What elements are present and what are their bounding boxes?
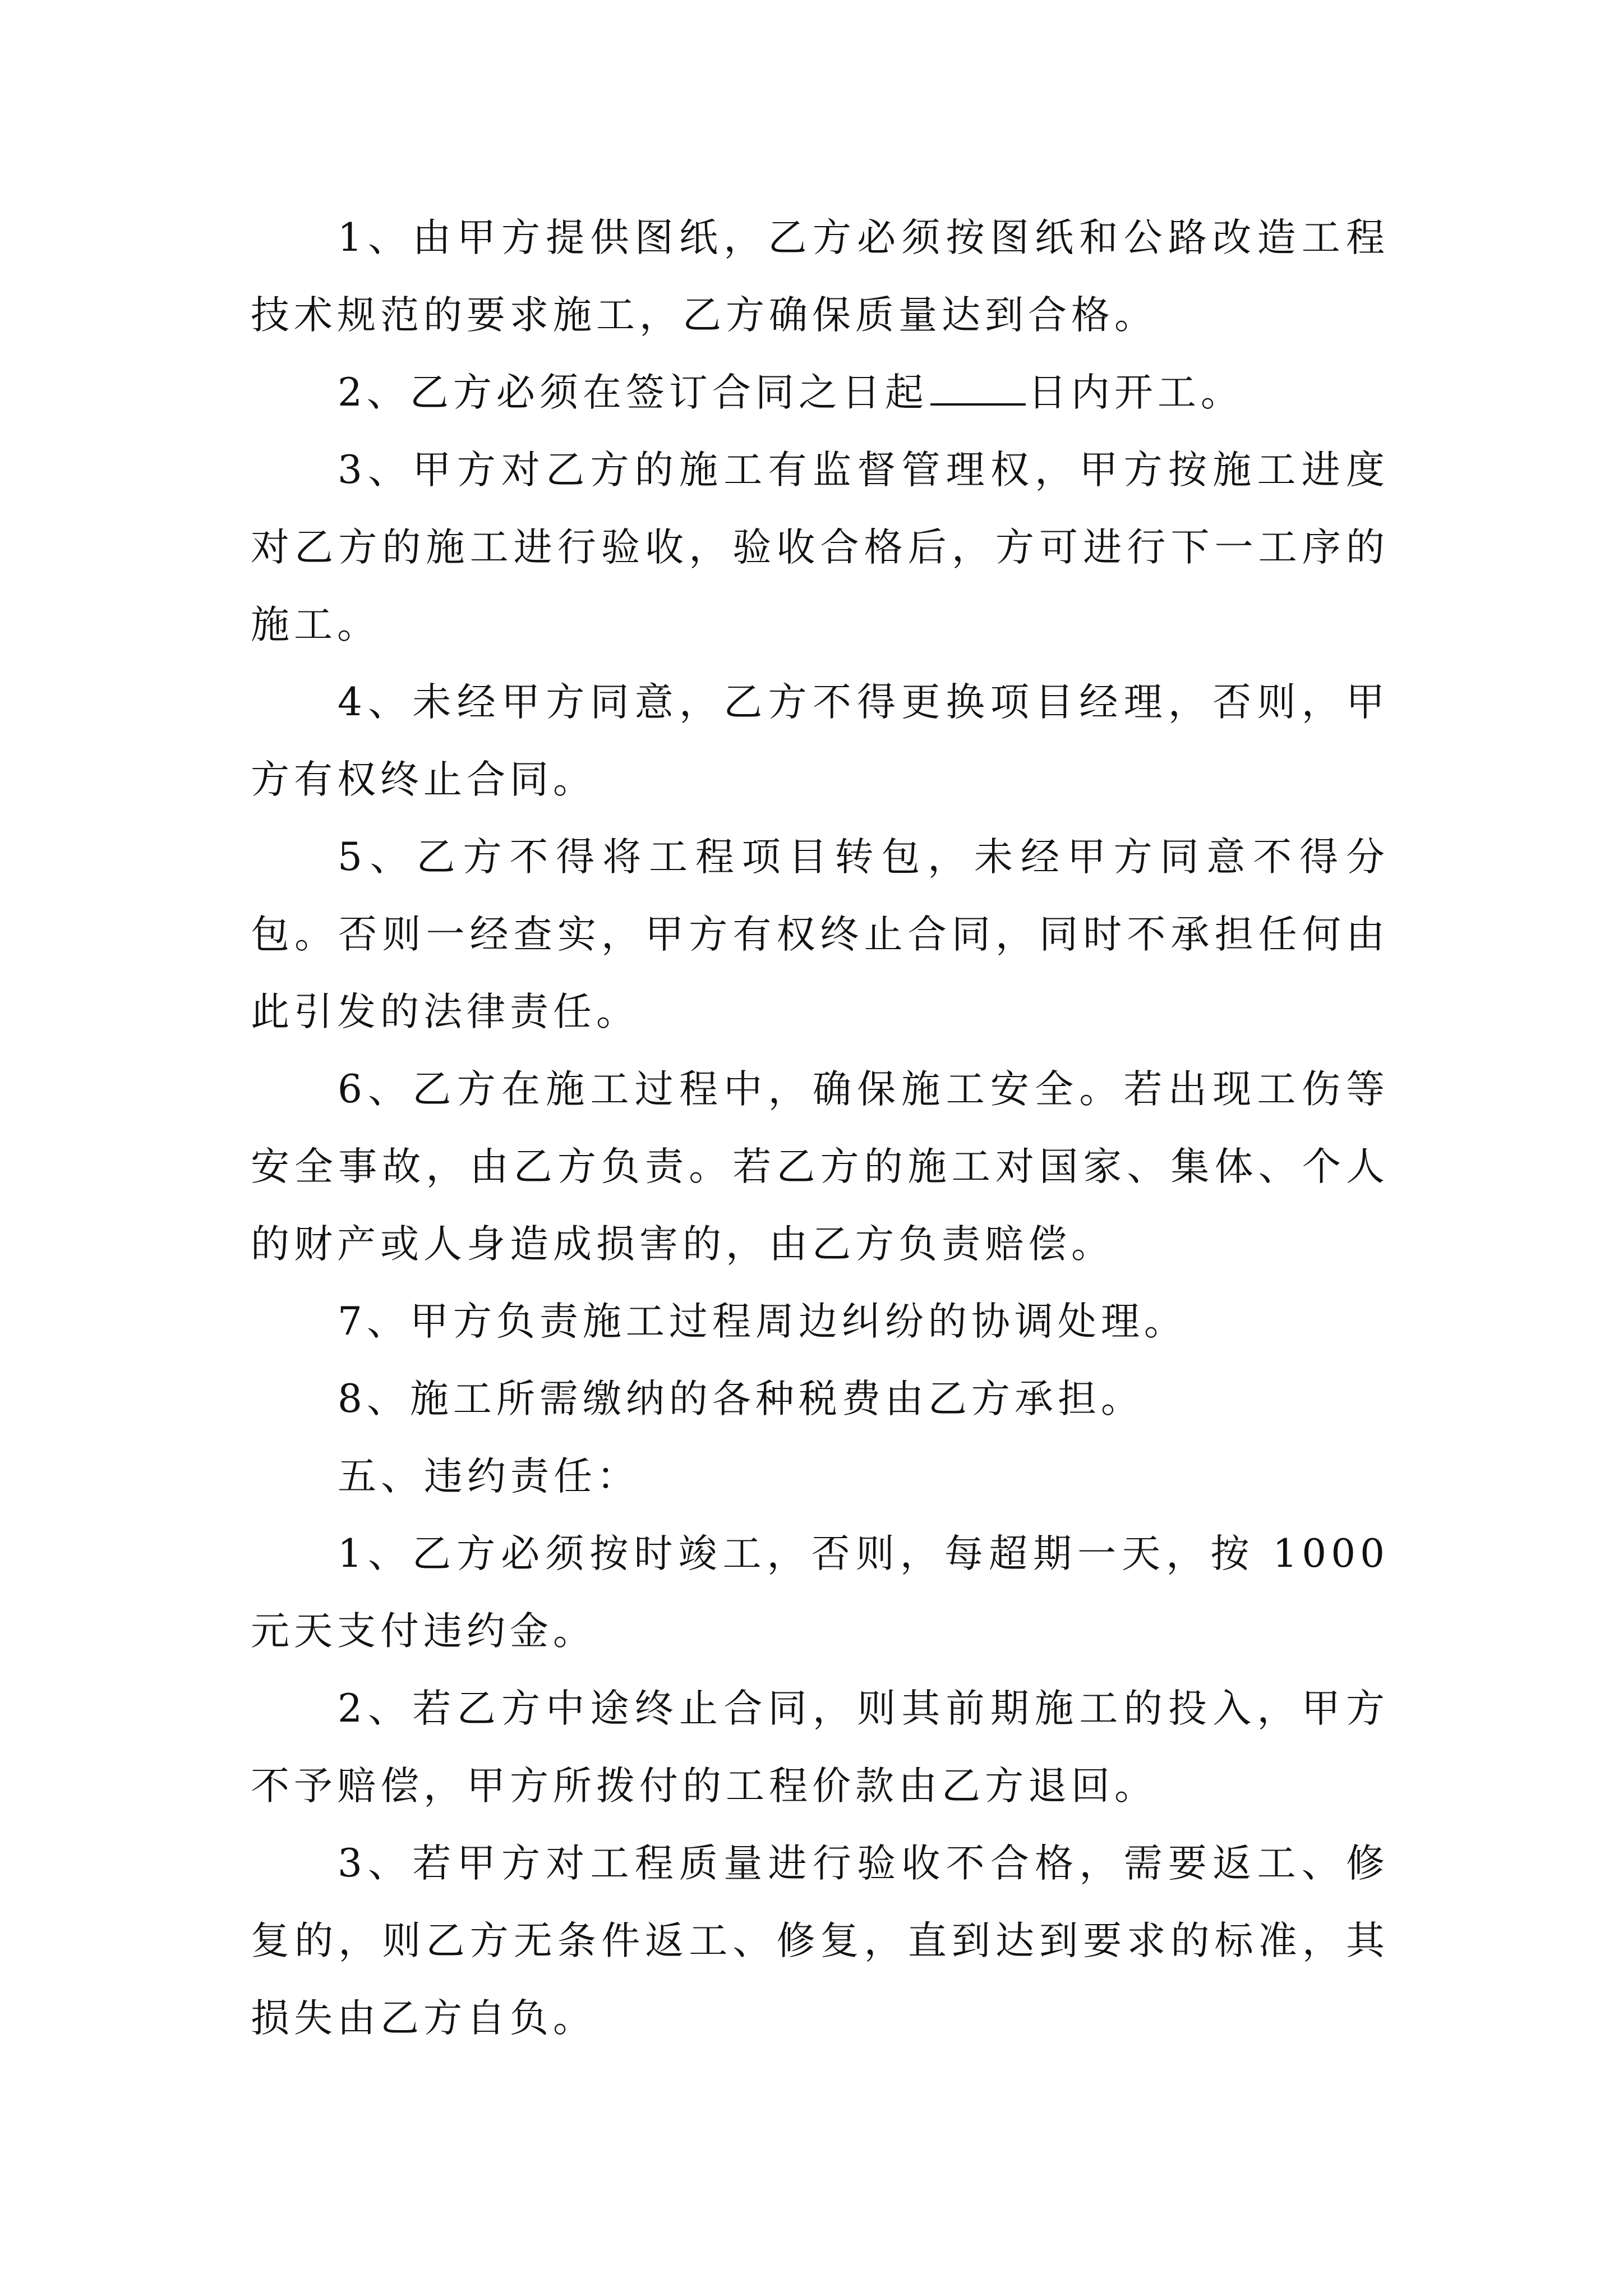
section-heading-5: 五、违约责任： <box>338 1454 640 1499</box>
clause-5-2: 2、若乙方中途终止合同，则其前期施工的投入，甲方不予赔偿，甲方所拨付的工程价款由乙方退回。 <box>251 1686 1389 1809</box>
clause-4-6: 6、乙方在施工过程中，确保施工安全。若出现工伤等安全事故，由乙方负责。若乙方的施工对国家、集体、个人的财产或人身造成损害的，由乙方负责赔偿。 <box>251 1067 1389 1267</box>
clause-4-2-tail: 日内开工。 <box>1027 370 1244 415</box>
clause-4-7: 7、甲方负责施工过程周边纠纷的协调处理。 <box>338 1299 1187 1344</box>
clause-4-2-lead: 2、乙方必须在签订合同之日起 <box>338 370 928 415</box>
blank-days-field <box>930 372 1026 406</box>
clause-5-1: 1、乙方必须按时竣工，否则，每超期一天，按 1000 元天支付违约金。 <box>251 1531 1389 1654</box>
clause-4-8: 8、施工所需缴纳的各种税费由乙方承担。 <box>338 1377 1144 1421</box>
clause-4-5: 5、乙方不得将工程项目转包，未经甲方同意不得分包。否则一经查实，甲方有权终止合同，同时不承担任何由此引发的法律责任。 <box>251 835 1389 1034</box>
clause-4-1: 1、由甲方提供图纸，乙方必须按图纸和公路改造工程技术规范的要求施工，乙方确保质量达到合格。 <box>251 215 1389 338</box>
clause-4-2 <box>251 354 1389 431</box>
clause-4-4: 4、未经甲方同意，乙方不得更换项目经理，否则，甲方有权终止合同。 <box>251 680 1389 802</box>
clause-5-3: 3、若甲方对工程质量进行验收不合格，需要返工、修复的，则乙方无条件返工、修复，直到达到要求的标准，其损失由乙方自负。 <box>251 1841 1389 2041</box>
clause-4-3: 3、甲方对乙方的施工有监督管理权，甲方按施工进度对乙方的施工进行验收，验收合格后，方可进行下一工序的施工。 <box>251 448 1389 647</box>
document-body <box>251 199 1389 2057</box>
